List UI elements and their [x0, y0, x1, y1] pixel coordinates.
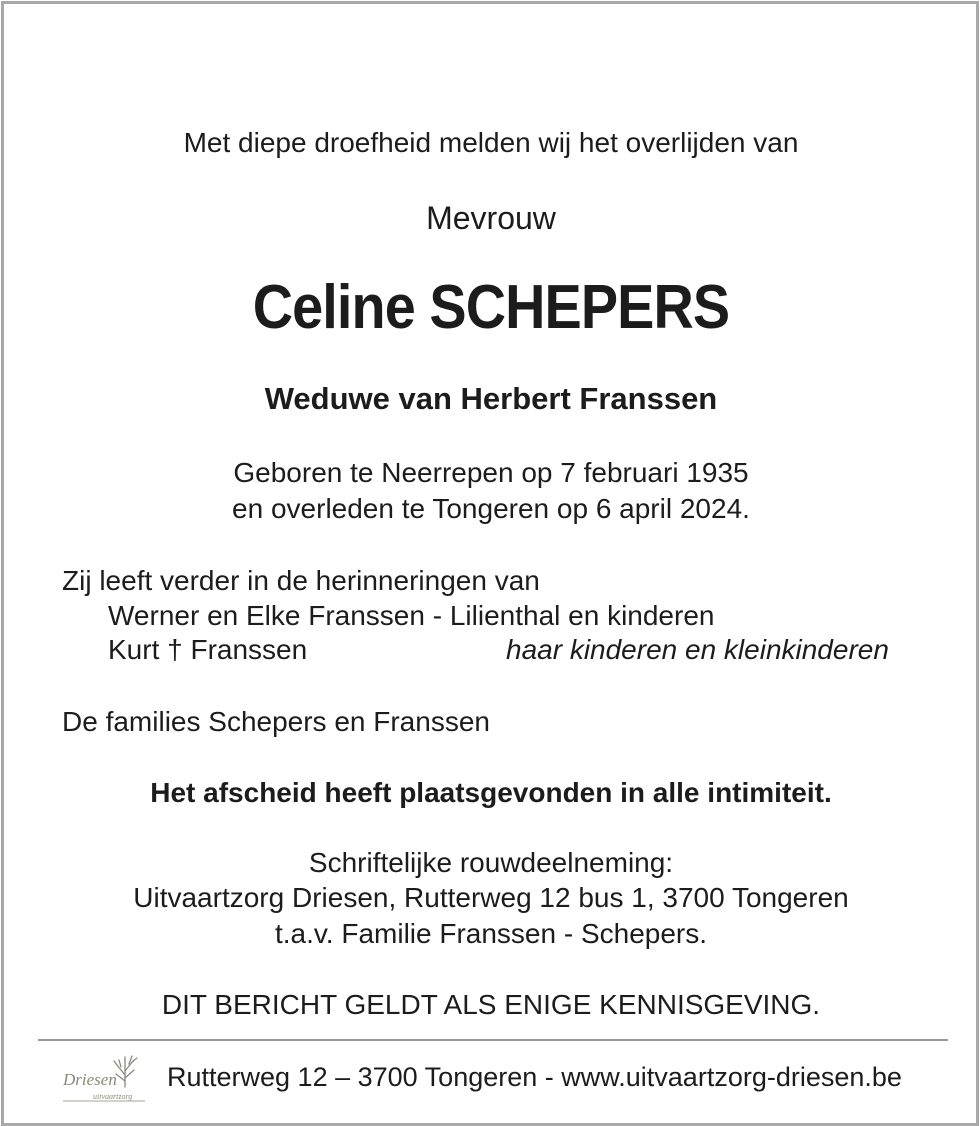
obituary-card: [1, 1, 979, 1126]
intro-text: Met diepe droefheid melden wij het overlijden van: [183, 127, 799, 158]
footer-address: Rutterweg 12 – 3700 Tongeren - www.uitvaartzorg-driesen.be: [167, 1062, 902, 1092]
condolence-heading: Schriftelijke rouwdeelneming:: [308, 847, 674, 878]
death-line: en overleden te Tongeren op 6 april 2024.: [232, 493, 750, 524]
widow-of-line: Weduwe van Herbert Franssen: [264, 381, 718, 416]
birth-line: Geboren te Neerrepen op 7 februari 1935: [233, 457, 749, 488]
memories-heading: Zij leeft verder in de herinneringen van: [62, 565, 540, 596]
notice-line: DIT BERICHT GELDT ALS ENIGE KENNISGEVING.: [161, 989, 821, 1020]
svg-text:Driesen: Driesen: [63, 1070, 117, 1089]
deceased-name: Celine SCHEPERS: [252, 273, 730, 342]
tree-icon: [59, 1047, 154, 1107]
families-line: De families Schepers en Franssen: [62, 706, 490, 737]
farewell-statement: Het afscheid heeft plaatsgevonden in alle intimiteit.: [150, 777, 832, 808]
children-note: haar kinderen en kleinkinderen: [506, 634, 889, 665]
condolence-address: Uitvaartzorg Driesen, Rutterweg 12 bus 1, 3700 Tongeren: [133, 882, 849, 913]
svg-text:uitvaartzorg: uitvaartzorg: [93, 1092, 133, 1101]
footer-divider: [38, 1039, 948, 1041]
driesen-logo: [59, 1047, 154, 1107]
child-line-1: Werner en Elke Franssen - Lilienthal en kinderen: [108, 600, 715, 631]
condolence-attention: t.a.v. Familie Franssen - Schepers.: [274, 918, 708, 949]
honorific-title: Mevrouw: [426, 200, 556, 236]
child-line-2: Kurt † Franssen: [108, 634, 308, 665]
